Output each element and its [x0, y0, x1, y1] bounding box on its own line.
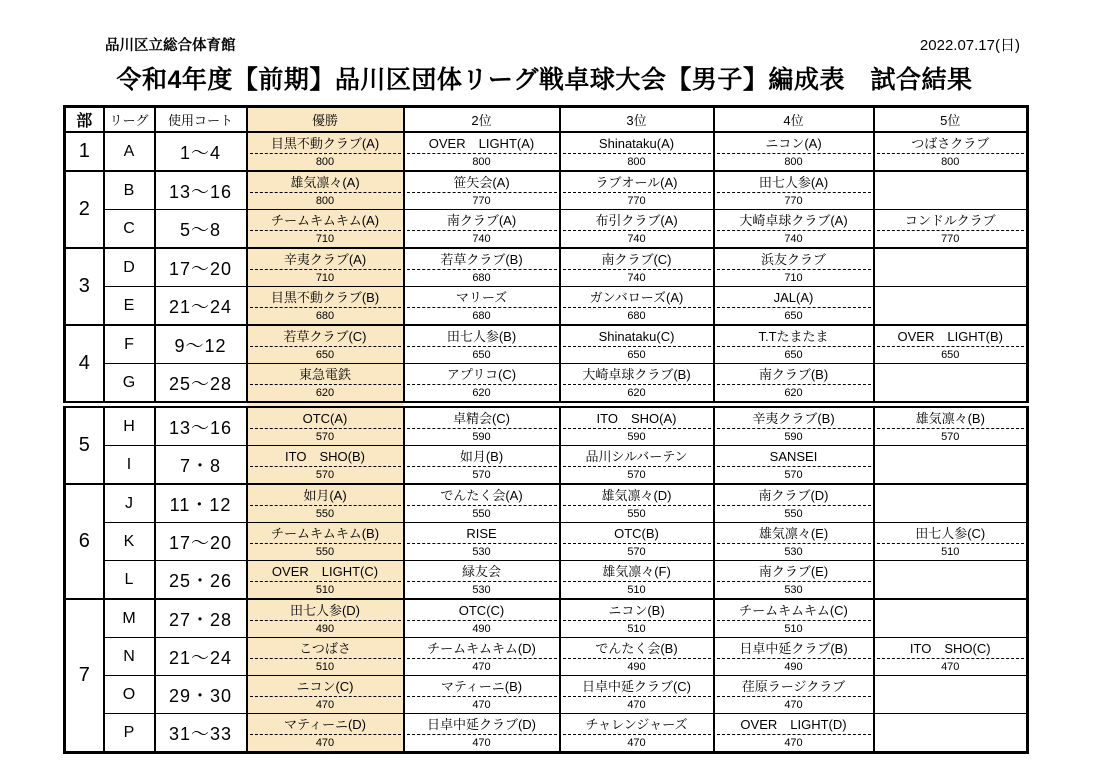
team-score: 550	[315, 508, 335, 520]
team-score: 510	[315, 584, 335, 596]
team-name: チームキムキム(D)	[407, 638, 557, 659]
team-score: 470	[627, 699, 646, 711]
team-score: 800	[315, 156, 335, 168]
league-row-P	[65, 714, 1028, 753]
team-score: 570	[941, 431, 960, 443]
team-score: 590	[472, 431, 491, 443]
rank-5-cell	[874, 248, 1028, 287]
team-name: 日卓中延クラブ(D)	[407, 714, 557, 735]
rank-4-cell	[714, 171, 874, 210]
rank-2-cell	[404, 446, 560, 485]
winner-cell	[247, 523, 404, 561]
team-score: 650	[315, 349, 335, 361]
rank-5-cell	[874, 364, 1028, 405]
team-score: 740	[627, 233, 646, 245]
rank-3-cell	[560, 484, 714, 523]
team-score: 510	[627, 584, 646, 596]
team-score: 570	[472, 469, 491, 481]
team-score: 710	[315, 272, 335, 284]
team-score: 800	[627, 156, 646, 168]
rank-3-cell	[560, 132, 714, 171]
team-name: でんたく会(A)	[407, 485, 557, 506]
rank-2-cell	[404, 171, 560, 210]
rank-2-cell	[404, 484, 560, 523]
rank-2-cell	[404, 325, 560, 364]
team-name: 日卓中延クラブ(B)	[717, 638, 871, 659]
division-number: 5	[65, 405, 104, 485]
team-score: 510	[941, 546, 960, 558]
event-date: 2022.07.17(日)	[919, 37, 1020, 54]
rank-2-cell	[404, 561, 560, 600]
division-number: 4	[65, 325, 104, 405]
team-name: マリーズ	[407, 287, 557, 308]
winner-cell	[247, 132, 404, 171]
team-name: チームキムキム(A)	[250, 210, 401, 231]
team-name: こつばさ	[250, 638, 401, 659]
team-name: OTC(A)	[250, 408, 401, 429]
team-score: 470	[472, 737, 491, 749]
division-number: 2	[65, 171, 104, 248]
team-name: チームキムキム(B)	[250, 523, 401, 544]
division-number: 7	[65, 599, 104, 753]
team-name: OTC(C)	[407, 600, 557, 621]
team-score: 800	[784, 156, 803, 168]
team-name: Shinataku(C)	[563, 326, 711, 347]
division-number: 6	[65, 484, 104, 599]
league-letter: L	[104, 561, 155, 600]
league-row-K	[65, 523, 1028, 561]
courts-range: 31～33	[155, 714, 247, 753]
team-score: 470	[315, 737, 335, 749]
team-name: 卓精会(C)	[407, 408, 557, 429]
rank-2-cell	[404, 287, 560, 326]
team-name: 南クラブ(D)	[717, 485, 871, 506]
rank-2-cell	[404, 676, 560, 714]
team-name: ラブオール(A)	[563, 172, 711, 193]
team-score: 620	[784, 387, 803, 399]
column-header-2: 使用コート	[155, 107, 247, 133]
courts-range: 13～16	[155, 171, 247, 210]
team-name: ITO SHO(B)	[250, 446, 401, 467]
rank-2-cell	[404, 599, 560, 638]
rank-3-cell	[560, 210, 714, 249]
team-score: 530	[784, 584, 803, 596]
team-score: 710	[315, 233, 335, 245]
team-name: 南クラブ(E)	[717, 561, 871, 582]
rank-3-cell	[560, 561, 714, 600]
rank-4-cell	[714, 599, 874, 638]
rank-3-cell	[560, 599, 714, 638]
winner-cell	[247, 405, 404, 446]
rank-4-cell	[714, 638, 874, 676]
team-score: 470	[784, 737, 803, 749]
rank-4-cell	[714, 523, 874, 561]
rank-5-cell	[874, 446, 1028, 485]
rank-2-cell	[404, 714, 560, 753]
league-letter: H	[104, 405, 155, 446]
league-letter: M	[104, 599, 155, 638]
league-row-F	[65, 325, 1028, 364]
team-score: 680	[472, 310, 491, 322]
team-score: 650	[627, 349, 646, 361]
rank-5-cell	[874, 599, 1028, 638]
league-row-A	[65, 132, 1028, 171]
winner-cell	[247, 561, 404, 600]
team-score: 470	[472, 661, 491, 673]
team-score: 470	[315, 699, 335, 711]
team-score: 490	[784, 661, 803, 673]
rank-3-cell	[560, 523, 714, 561]
team-name: 辛夷クラブ(A)	[250, 249, 401, 270]
team-score: 800	[315, 195, 335, 207]
rank-5-cell	[874, 405, 1028, 446]
team-name: 如月(A)	[250, 485, 401, 506]
team-score: 680	[315, 310, 335, 322]
courts-range: 17～20	[155, 248, 247, 287]
rank-5-cell	[874, 132, 1028, 171]
team-name: 田七人参(C)	[877, 523, 1025, 544]
team-score: 570	[627, 546, 646, 558]
team-name: JAL(A)	[717, 287, 871, 308]
team-score: 590	[784, 431, 803, 443]
rank-5-cell	[874, 287, 1028, 326]
rank-3-cell	[560, 364, 714, 405]
courts-range: 1～4	[155, 132, 247, 171]
rank-4-cell	[714, 446, 874, 485]
league-row-L	[65, 561, 1028, 600]
team-name: OVER LIGHT(B)	[877, 326, 1025, 347]
team-score: 470	[472, 699, 491, 711]
rank-4-cell	[714, 561, 874, 600]
team-score: 510	[315, 661, 335, 673]
column-header-0: 部	[65, 107, 104, 133]
rank-3-cell	[560, 287, 714, 326]
team-name: 品川シルバーテン	[563, 446, 711, 467]
team-name: 大崎卓球クラブ(A)	[717, 210, 871, 231]
courts-range: 21～24	[155, 287, 247, 326]
team-name: 荏原ラージクラブ	[717, 676, 871, 697]
team-name: コンドルクラブ	[877, 210, 1025, 231]
courts-range: 9～12	[155, 325, 247, 364]
team-score: 490	[472, 623, 491, 635]
team-name: 雄気凛々(D)	[563, 485, 711, 506]
team-name: 雄気凛々(A)	[250, 172, 401, 193]
team-name: 如月(B)	[407, 446, 557, 467]
rank-4-cell	[714, 287, 874, 326]
team-score: 470	[941, 661, 960, 673]
team-score: 680	[627, 310, 646, 322]
team-name: 目黒不動クラブ(A)	[250, 133, 401, 154]
winner-cell	[247, 364, 404, 405]
team-score: 470	[784, 699, 803, 711]
winner-cell	[247, 171, 404, 210]
team-name: アプリコ(C)	[407, 364, 557, 385]
rank-5-cell	[874, 561, 1028, 600]
team-name: 目黒不動クラブ(B)	[250, 287, 401, 308]
team-name: 雄気凛々(B)	[877, 408, 1025, 429]
team-name: 田七人参(B)	[407, 326, 557, 347]
rank-4-cell	[714, 676, 874, 714]
courts-range: 5～8	[155, 210, 247, 249]
team-score: 570	[315, 431, 335, 443]
team-name: でんたく会(B)	[563, 638, 711, 659]
team-score: 680	[472, 272, 491, 284]
team-name: 田七人参(D)	[250, 600, 401, 621]
column-header-6: 4位	[714, 107, 874, 133]
team-score: 570	[315, 469, 335, 481]
table-body	[65, 132, 1028, 753]
team-name: 田七人参(A)	[717, 172, 871, 193]
team-name: 南クラブ(A)	[407, 210, 557, 231]
table-header-row	[65, 107, 1028, 133]
team-name: 若草クラブ(C)	[250, 326, 401, 347]
rank-2-cell	[404, 405, 560, 446]
division-number: 3	[65, 248, 104, 325]
rank-3-cell	[560, 446, 714, 485]
team-name: Shinataku(A)	[563, 133, 711, 154]
results-table	[63, 105, 1029, 754]
team-name: 浜友クラブ	[717, 249, 871, 270]
courts-range: 13～16	[155, 405, 247, 446]
courts-range: 25・26	[155, 561, 247, 600]
rank-5-cell	[874, 210, 1028, 249]
team-name: チャレンジャーズ	[563, 714, 711, 735]
rank-3-cell	[560, 676, 714, 714]
league-row-J	[65, 484, 1028, 523]
column-header-1: リーグ	[104, 107, 155, 133]
team-name: OVER LIGHT(A)	[407, 133, 557, 154]
team-score: 530	[784, 546, 803, 558]
team-score: 620	[472, 387, 491, 399]
league-letter: E	[104, 287, 155, 326]
league-letter: K	[104, 523, 155, 561]
team-name: マティーニ(B)	[407, 676, 557, 697]
column-header-3: 優勝	[247, 107, 404, 133]
league-letter: G	[104, 364, 155, 405]
team-name: つばさクラブ	[877, 133, 1025, 154]
courts-range: 29・30	[155, 676, 247, 714]
column-header-7: 5位	[874, 107, 1028, 133]
winner-cell	[247, 287, 404, 326]
team-name: ニコン(A)	[717, 133, 871, 154]
team-score: 570	[784, 469, 803, 481]
rank-2-cell	[404, 132, 560, 171]
rank-5-cell	[874, 676, 1028, 714]
team-name: 大崎卓球クラブ(B)	[563, 364, 711, 385]
team-score: 510	[627, 623, 646, 635]
league-letter: B	[104, 171, 155, 210]
team-name: RISE	[407, 523, 557, 544]
courts-range: 7・8	[155, 446, 247, 485]
league-letter: F	[104, 325, 155, 364]
team-name: 日卓中延クラブ(C)	[563, 676, 711, 697]
team-name: 若草クラブ(B)	[407, 249, 557, 270]
rank-4-cell	[714, 132, 874, 171]
rank-4-cell	[714, 484, 874, 523]
venue-name: 品川区立総合体育館	[105, 38, 236, 54]
rank-2-cell	[404, 638, 560, 676]
league-row-I	[65, 446, 1028, 485]
team-score: 550	[315, 546, 335, 558]
league-row-O	[65, 676, 1028, 714]
team-score: 740	[627, 272, 646, 284]
team-name: 南クラブ(B)	[717, 364, 871, 385]
league-row-M	[65, 599, 1028, 638]
team-name: 緑友会	[407, 561, 557, 582]
rank-2-cell	[404, 210, 560, 249]
rank-5-cell	[874, 484, 1028, 523]
team-score: 770	[472, 195, 491, 207]
league-row-C	[65, 210, 1028, 249]
winner-cell	[247, 446, 404, 485]
team-score: 620	[627, 387, 646, 399]
rank-3-cell	[560, 325, 714, 364]
team-score: 650	[941, 349, 960, 361]
team-score: 650	[784, 310, 803, 322]
league-row-D	[65, 248, 1028, 287]
rank-5-cell	[874, 325, 1028, 364]
rank-5-cell	[874, 171, 1028, 210]
courts-range: 25～28	[155, 364, 247, 405]
rank-4-cell	[714, 325, 874, 364]
team-score: 770	[784, 195, 803, 207]
page-title: 令和4年度【前期】品川区団体リーグ戦卓球大会【男子】編成表 試合結果	[116, 66, 973, 94]
team-name: ニコン(B)	[563, 600, 711, 621]
rank-4-cell	[714, 405, 874, 446]
league-letter: O	[104, 676, 155, 714]
team-name: OVER LIGHT(C)	[250, 561, 401, 582]
column-header-5: 3位	[560, 107, 714, 133]
league-row-H	[65, 405, 1028, 446]
column-header-4: 2位	[404, 107, 560, 133]
team-name: OTC(B)	[563, 523, 711, 544]
team-name: 南クラブ(C)	[563, 249, 711, 270]
team-score: 490	[315, 623, 335, 635]
division-number: 1	[65, 132, 104, 171]
rank-2-cell	[404, 523, 560, 561]
winner-cell	[247, 638, 404, 676]
team-score: 770	[627, 195, 646, 207]
team-score: 770	[941, 233, 960, 245]
league-letter: A	[104, 132, 155, 171]
team-name: 東急電鉄	[250, 364, 401, 385]
team-name: ニコン(C)	[250, 676, 401, 697]
team-score: 620	[315, 387, 335, 399]
league-letter: I	[104, 446, 155, 485]
league-row-E	[65, 287, 1028, 326]
team-score: 550	[627, 508, 646, 520]
rank-3-cell	[560, 638, 714, 676]
team-score: 570	[627, 469, 646, 481]
team-name: 布引クラブ(A)	[563, 210, 711, 231]
league-letter: D	[104, 248, 155, 287]
team-name: SANSEI	[717, 446, 871, 467]
courts-range: 17～20	[155, 523, 247, 561]
team-name: ITO SHO(A)	[563, 408, 711, 429]
rank-5-cell	[874, 523, 1028, 561]
team-score: 740	[472, 233, 491, 245]
team-score: 490	[627, 661, 646, 673]
rank-5-cell	[874, 714, 1028, 753]
league-letter: C	[104, 210, 155, 249]
team-score: 590	[627, 431, 646, 443]
rank-2-cell	[404, 248, 560, 287]
courts-range: 27・28	[155, 599, 247, 638]
team-name: 雄気凛々(E)	[717, 523, 871, 544]
top-bar	[63, 34, 1026, 55]
league-row-B	[65, 171, 1028, 210]
team-score: 800	[941, 156, 960, 168]
courts-range: 21～24	[155, 638, 247, 676]
team-name: 笹矢会(A)	[407, 172, 557, 193]
team-score: 650	[784, 349, 803, 361]
rank-4-cell	[714, 248, 874, 287]
winner-cell	[247, 210, 404, 249]
rank-2-cell	[404, 364, 560, 405]
team-score: 740	[784, 233, 803, 245]
winner-cell	[247, 599, 404, 638]
rank-4-cell	[714, 364, 874, 405]
team-score: 800	[472, 156, 491, 168]
team-score: 550	[784, 508, 803, 520]
league-row-G	[65, 364, 1028, 405]
team-score: 650	[472, 349, 491, 361]
winner-cell	[247, 714, 404, 753]
team-score: 710	[784, 272, 803, 284]
league-row-N	[65, 638, 1028, 676]
rank-4-cell	[714, 210, 874, 249]
team-score: 550	[472, 508, 491, 520]
team-name: 雄気凛々(F)	[563, 561, 711, 582]
winner-cell	[247, 325, 404, 364]
team-score: 530	[472, 546, 491, 558]
team-name: ITO SHO(C)	[877, 638, 1025, 659]
team-score: 530	[472, 584, 491, 596]
team-name: T.Tたまたま	[717, 326, 871, 347]
team-name: 辛夷クラブ(B)	[717, 408, 871, 429]
rank-3-cell	[560, 714, 714, 753]
team-name: ガンバローズ(A)	[563, 287, 711, 308]
team-name: チームキムキム(C)	[717, 600, 871, 621]
winner-cell	[247, 484, 404, 523]
team-name: マティーニ(D)	[250, 714, 401, 735]
winner-cell	[247, 676, 404, 714]
rank-4-cell	[714, 714, 874, 753]
team-score: 470	[627, 737, 646, 749]
league-letter: J	[104, 484, 155, 523]
courts-range: 11・12	[155, 484, 247, 523]
team-score: 510	[784, 623, 803, 635]
league-letter: N	[104, 638, 155, 676]
rank-3-cell	[560, 248, 714, 287]
rank-3-cell	[560, 405, 714, 446]
league-letter: P	[104, 714, 155, 753]
winner-cell	[247, 248, 404, 287]
rank-5-cell	[874, 638, 1028, 676]
rank-3-cell	[560, 171, 714, 210]
team-name: OVER LIGHT(D)	[717, 714, 871, 735]
